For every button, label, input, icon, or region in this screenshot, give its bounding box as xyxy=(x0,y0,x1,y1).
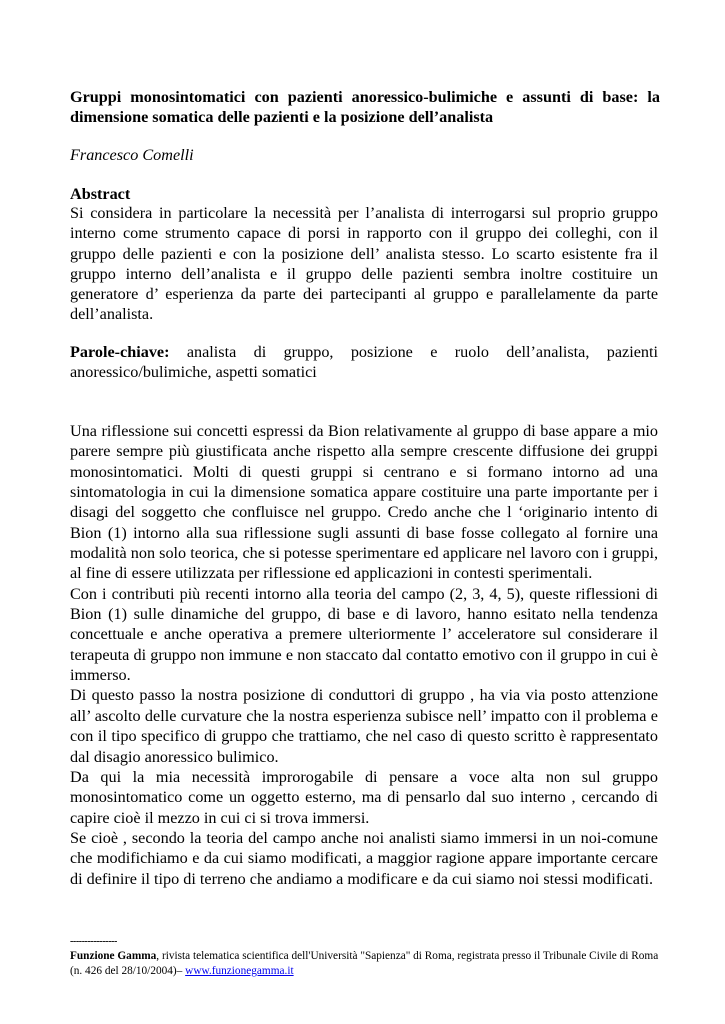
keywords xyxy=(70,342,658,383)
abstract-text: Si considera in particolare la necessità per l’analista di interrogarsi sul proprio gruppo interno come strumento capace di porsi in rapporto con il gruppo dei colleghi, con il gruppo delle pazienti e con la posizione dell’ analista stesso. Lo scarto esistente fra il gruppo interno dell’analista e il gruppo delle pazienti sembra inoltre costituire un generatore d’ esperienza da parte dei partecipanti al gruppo e parallelamente da parte dell’analista. xyxy=(70,204,658,324)
footnote-rule: ---------------- xyxy=(70,936,117,947)
journal-name: Funzione Gamma xyxy=(70,950,157,962)
footer-note xyxy=(70,949,660,979)
body-paragraph: Da qui la mia necessità improrogabile di pensare a voce alta non sul gruppo monosintomatico come un oggetto esterno, ma di pensarlo dal suo interno , cercando di capire cioè il mezzo in cui ci si trova immersi. xyxy=(70,767,658,827)
footer-text: , rivista telematica scientifica dell'Università "Sapienza" di Roma, registrata presso il Tribunale Civile di Roma (n. 426 del 28/10/2004)– xyxy=(70,950,659,977)
body-paragraph: Una riflessione sui concetti espressi da Bion relativamente al gruppo di base appare a mio parere sempre più giustificata anche rispetto alla sempre crescente diffusione dei gruppi monosintomatici. Molti di questi gruppi si centrano e si formano intorno ad una sintomatologia in cui la dimensione somatica appare costituire una parte importante per i disagi del soggetto che confluisce nel gruppo. Credo anche che l ‘originario intento di Bion (1) intorno alla sua riflessione sugli assunti di base fosse collegato al fornire una modalità non solo teorica, che si potesse sperimentare ed applicare nel lavoro con i gruppi, al fine di essere utilizzata per riflessione ed applicazioni in contesti sperimentali. xyxy=(70,422,658,583)
article-body xyxy=(70,421,658,889)
body-paragraph: Con i contributi più recenti intorno alla teoria del campo (2, 3, 4, 5), queste riflessioni di Bion (1) sulle dinamiche del gruppo, di base e di lavoro, hanno esitato nella tendenza concettuale e anche operativa a premere ulteriormente l’ acceleratore sul considerare il terapeuta di gruppo non immune e non staccato dal contatto emotivo con il gruppo in cui è immerso. xyxy=(70,584,658,685)
article-title: Gruppi monosintomatici con pazienti anoressico-bulimiche e assunti di base: la dimensione somatica delle pazienti e la posizione dell’analista xyxy=(70,88,660,126)
keywords-label: Parole-chiave: xyxy=(70,343,170,361)
abstract-heading: Abstract xyxy=(70,185,131,203)
body-paragraph: Se cioè , secondo la teoria del campo anche noi analisti siamo immersi in un noi-comune che modifichiamo e da cui siamo modificati, a maggior ragione appare importante cercare di definire il tipo di terreno che andiamo a modificare e da cui siamo noi stessi modificati. xyxy=(70,828,658,888)
keywords-text: analista di gruppo, posizione e ruolo dell’analista, pazienti anoressico/bulimiche, aspetti somatici xyxy=(70,343,658,382)
article-author: Francesco Comelli xyxy=(70,146,194,164)
journal-link[interactable]: www.funzionegamma.it xyxy=(185,965,294,977)
body-paragraph: Di questo passo la nostra posizione di conduttori di gruppo , ha via via posto attenzione all’ ascolto delle curvature che la nostra esperienza subisce nell’ impatto con il problema e con il tipo specifico di gruppo che trattiamo, che nel caso di questo scritto è rappresentato dal disagio anoressico bulimico. xyxy=(70,686,658,766)
